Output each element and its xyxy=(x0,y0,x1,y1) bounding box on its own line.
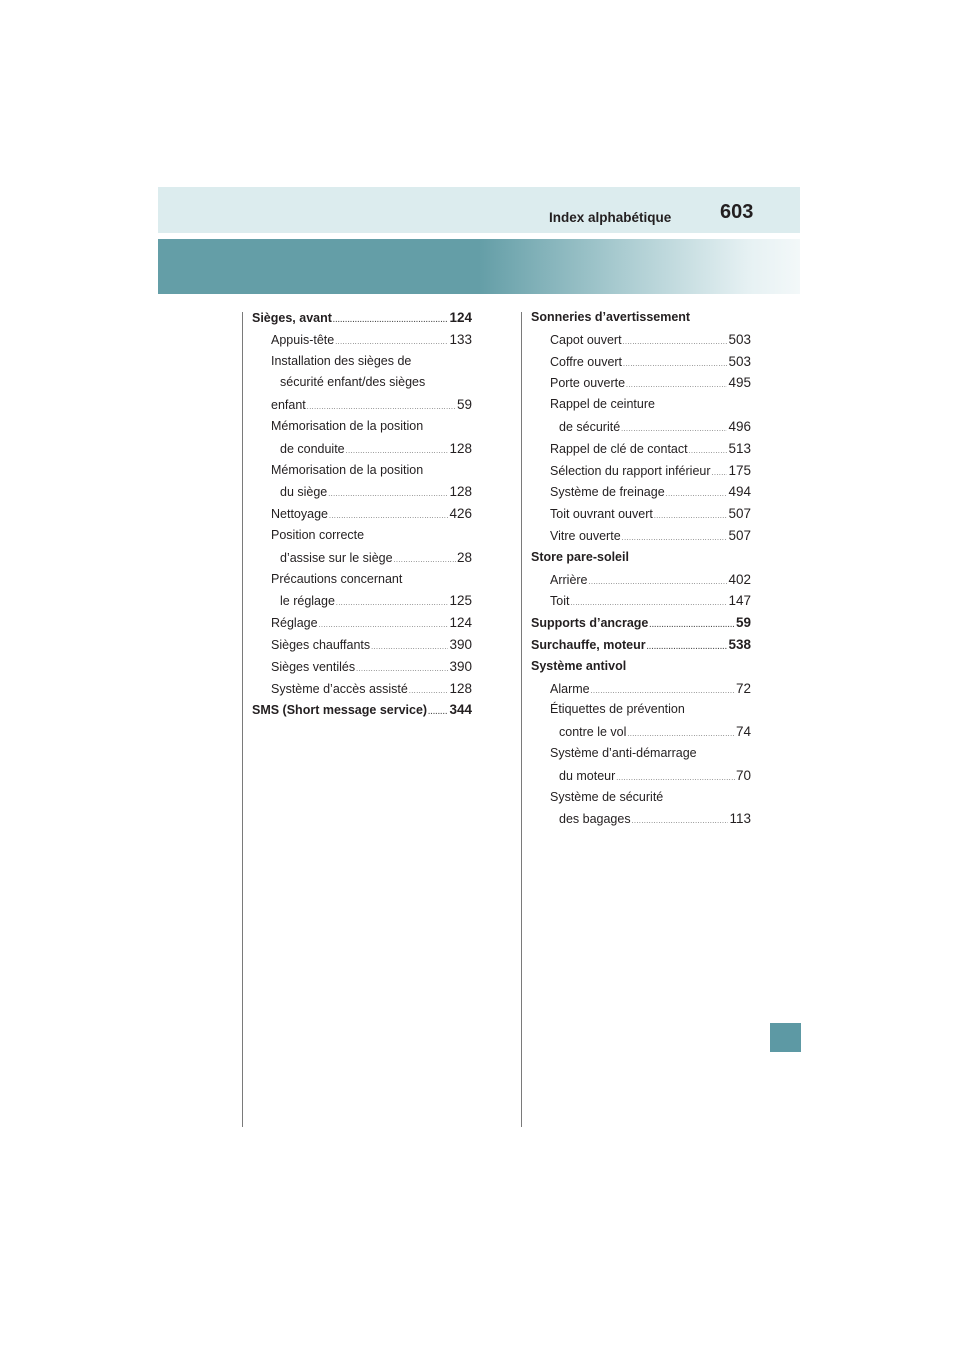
index-entry-page: 503 xyxy=(728,353,751,369)
index-entry-page: 494 xyxy=(728,484,751,500)
index-entry-text: Appuis-tête xyxy=(271,332,335,347)
chapter-tab xyxy=(770,1023,801,1052)
index-entry-text: Mémorisation de la position xyxy=(271,418,424,433)
index-entry xyxy=(252,351,472,373)
dot-leader xyxy=(371,637,448,659)
dot-leader xyxy=(428,702,448,724)
index-entry xyxy=(252,678,472,700)
index-entry-text: Position correcte xyxy=(271,527,365,542)
dot-leader xyxy=(394,550,456,572)
index-entry xyxy=(531,569,751,591)
index-entry-page: 402 xyxy=(728,571,751,587)
index-entry xyxy=(531,721,751,743)
index-entry xyxy=(531,416,751,438)
index-entry-text: Système de freinage xyxy=(550,485,665,500)
index-entry-text: Système d’accès assisté xyxy=(271,681,408,696)
index-entry-page: 59 xyxy=(735,615,751,631)
index-entry-page: 70 xyxy=(735,767,751,783)
page-title: Index alphabétique xyxy=(549,210,672,225)
index-entry-page: 59 xyxy=(456,397,472,413)
dot-leader xyxy=(589,572,728,594)
index-entry xyxy=(252,547,472,569)
index-entry xyxy=(531,307,751,329)
index-entry xyxy=(252,329,472,351)
index-entry xyxy=(531,743,751,765)
index-entry-text: Mémorisation de la position xyxy=(271,462,424,477)
index-entry-text: SMS (Short message service) xyxy=(252,703,428,718)
index-entry-page: 503 xyxy=(728,331,751,347)
header-band xyxy=(158,187,800,233)
index-entry xyxy=(531,765,751,787)
index-entry-page: 507 xyxy=(728,506,751,522)
index-entry-text: Porte ouverte xyxy=(550,376,626,391)
index-entry-text: Coffre ouvert xyxy=(550,354,623,369)
index-entry xyxy=(531,394,751,416)
index-entry-text: Réglage xyxy=(271,616,318,631)
index-entry-text: Système de sécurité xyxy=(550,789,664,804)
dot-leader xyxy=(328,484,448,506)
index-entry-text: Étiquettes de prévention xyxy=(550,702,685,717)
index-entry xyxy=(531,808,751,830)
index-entry xyxy=(531,656,751,678)
dot-leader xyxy=(333,310,449,332)
index-entry-text: Sièges, avant xyxy=(252,311,332,325)
page-number: 603 xyxy=(720,201,754,223)
index-entry-text: Vitre ouverte xyxy=(550,528,621,543)
index-entry-page: 124 xyxy=(449,310,472,325)
dot-leader xyxy=(622,528,728,550)
dot-leader xyxy=(356,659,448,681)
index-entry-page: 390 xyxy=(449,636,472,652)
index-entry xyxy=(531,678,751,700)
index-entry-text: Sonneries d’avertissement xyxy=(531,310,691,324)
index-entry-text: de sécurité xyxy=(559,419,621,434)
index-entry-text: contre le vol xyxy=(559,725,627,740)
dot-leader xyxy=(319,615,449,637)
index-entry xyxy=(252,372,472,394)
index-column-left xyxy=(252,307,472,721)
dot-leader xyxy=(621,419,727,441)
index-entry xyxy=(531,525,751,547)
index-entry-text: Toit xyxy=(550,594,570,609)
dot-leader xyxy=(409,681,449,703)
index-entry-page: 495 xyxy=(728,375,751,391)
index-column-right xyxy=(531,307,751,830)
index-entry xyxy=(252,656,472,678)
index-entry xyxy=(531,612,751,634)
index-entry-text: le réglage xyxy=(280,594,335,609)
index-entry-text: Capot ouvert xyxy=(550,332,622,347)
index-entry xyxy=(252,394,472,416)
dot-leader xyxy=(632,811,729,833)
index-entry xyxy=(252,438,472,460)
index-entry xyxy=(252,307,472,329)
index-entry xyxy=(252,481,472,503)
index-entry xyxy=(252,590,472,612)
index-entry-text: d’assise sur le siège xyxy=(280,550,393,565)
index-entry-page: 513 xyxy=(728,440,751,456)
index-entry xyxy=(252,525,472,547)
dot-leader xyxy=(623,332,728,354)
index-entry-page: 390 xyxy=(449,658,472,674)
index-entry-page: 133 xyxy=(449,331,472,347)
index-entry-page: 113 xyxy=(729,811,751,827)
index-entry-text: Sélection du rapport inférieur xyxy=(550,463,711,478)
index-entry-text: du moteur xyxy=(559,768,616,783)
index-entry-page: 538 xyxy=(728,636,751,652)
index-entry xyxy=(252,634,472,656)
dot-leader xyxy=(654,506,728,528)
index-entry-page: 72 xyxy=(735,680,751,696)
index-entry xyxy=(531,481,751,503)
index-entry xyxy=(531,372,751,394)
index-entry xyxy=(531,351,751,373)
index-entry xyxy=(531,787,751,809)
index-entry-text: Installation des sièges de xyxy=(271,353,412,368)
index-entry-page: 496 xyxy=(728,418,751,434)
index-entry-page: 124 xyxy=(449,615,472,631)
index-entry-text: Toit ouvrant ouvert xyxy=(550,507,653,522)
index-entry-text: Rappel de clé de contact xyxy=(550,441,688,456)
index-entry xyxy=(531,329,751,351)
index-entry-page: 128 xyxy=(449,484,472,500)
index-entry xyxy=(252,503,472,525)
dot-leader xyxy=(647,637,728,659)
index-entry xyxy=(252,699,472,721)
index-entry xyxy=(252,460,472,482)
index-entry-page: 426 xyxy=(449,506,472,522)
index-entry xyxy=(531,590,751,612)
index-entry-text: Supports d’ancrage xyxy=(531,616,649,631)
index-entry xyxy=(531,460,751,482)
dot-leader xyxy=(666,484,728,506)
index-entry-text: Sièges ventilés xyxy=(271,659,356,674)
index-entry-page: 125 xyxy=(449,593,472,609)
index-entry-text: Système antivol xyxy=(531,658,627,673)
column-divider-right xyxy=(521,312,522,1127)
index-entry-text: du siège xyxy=(280,485,328,500)
index-entry xyxy=(252,569,472,591)
index-entry-page: 128 xyxy=(449,680,472,696)
index-entry-text: des bagages xyxy=(559,812,631,827)
index-entry-page: 74 xyxy=(735,724,751,740)
dot-leader xyxy=(336,593,449,615)
index-entry-text: Surchauffe, moteur xyxy=(531,637,646,652)
dot-leader xyxy=(623,354,727,376)
index-entry-text: Nettoyage xyxy=(271,507,328,522)
index-entry-page: 128 xyxy=(449,440,472,456)
dot-leader xyxy=(649,615,735,637)
index-entry-page: 175 xyxy=(728,462,751,478)
index-entry xyxy=(531,634,751,656)
index-entry-page: 28 xyxy=(456,549,472,565)
dot-leader xyxy=(570,593,727,615)
index-entry xyxy=(252,416,472,438)
index-entry xyxy=(531,438,751,460)
index-entry-page: 507 xyxy=(728,527,751,543)
decorative-gradient-band xyxy=(158,239,800,294)
index-entry-text: Système d’anti-démarrage xyxy=(550,745,697,760)
index-entry-text: Store pare-soleil xyxy=(531,549,629,564)
index-entry-text: Sièges chauffants xyxy=(271,637,371,652)
index-entry xyxy=(531,699,751,721)
index-entry-text: sécurité enfant/des sièges xyxy=(280,375,426,390)
index-entry-page: 147 xyxy=(728,593,751,609)
index-entry-text: Alarme xyxy=(550,681,590,696)
index-entry xyxy=(531,503,751,525)
index-entry xyxy=(252,612,472,634)
index-entry-text: Précautions concernant xyxy=(271,571,403,586)
index-entry-text: Arrière xyxy=(550,572,588,587)
index-entry xyxy=(531,547,751,569)
index-entry-text: enfant xyxy=(271,398,306,413)
dot-leader xyxy=(712,463,728,485)
dot-leader xyxy=(689,441,728,463)
index-entry-text: Rappel de ceinture xyxy=(550,397,655,412)
index-entry-page: 344 xyxy=(449,702,472,718)
index-entry-text: de conduite xyxy=(280,441,345,456)
column-divider-left xyxy=(242,312,243,1127)
